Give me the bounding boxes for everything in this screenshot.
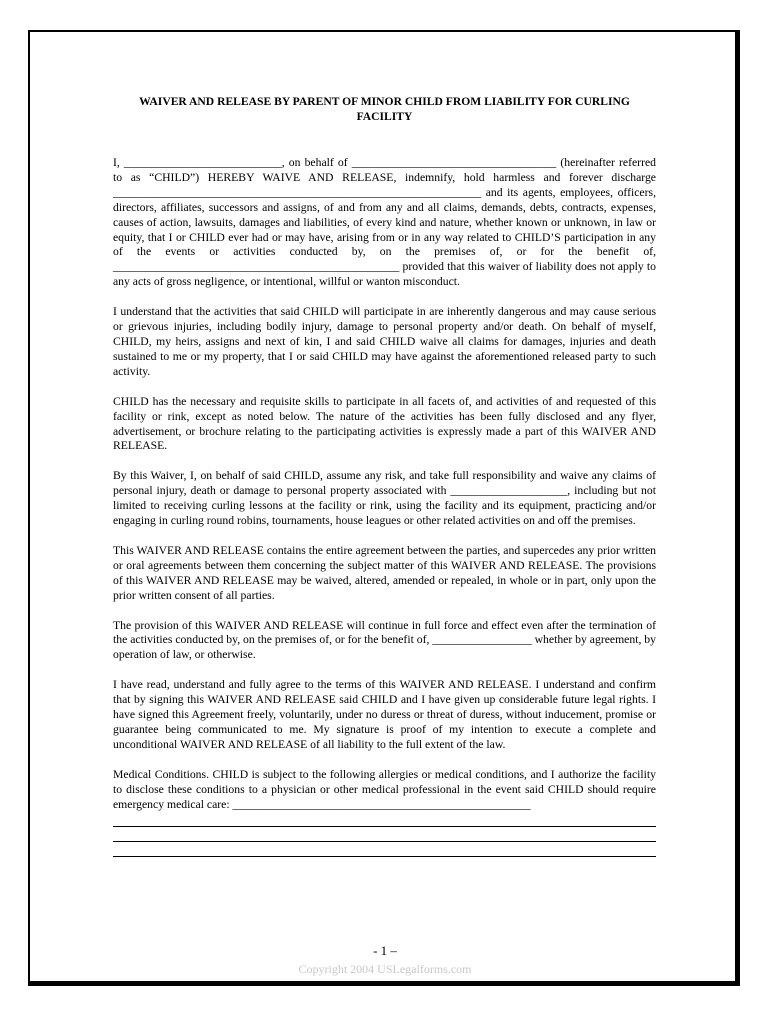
copyright-notice: Copyright 2004 USLegalforms.com	[298, 962, 472, 976]
paragraph-entire-agreement: This WAIVER AND RELEASE contains the entire agreement between the parties, and supercedes any prior written or oral agreements between them concerning the subject matter of this WAIVER AND RELEASE. The provisions of this WAIVER AND RELEASE may be waived, altered, amended or repealed, in whole or in part, only upon the prior written consent of all parties.	[113, 543, 656, 602]
document-body	[113, 94, 656, 857]
paragraph-continuation: The provision of this WAIVER AND RELEASE will continue in full force and effect even after the termination of the activities conducted by, on the premises of, or for the benefit of, _________________ whether by agreement, by operation of law, or otherwise.	[113, 618, 656, 662]
paragraph-medical-conditions: Medical Conditions. CHILD is subject to the following allergies or medical conditions, and I authorize the facility to disclose these conditions to a physician or other medical professional in the event said CHILD should require emergency medical care: ___________________________________________________	[113, 767, 656, 811]
page-number: - 1 –	[373, 943, 397, 958]
paragraph-inherent-danger: I understand that the activities that said CHILD will participate in are inherently dangerous and may cause serious or grievous injuries, including bodily injury, damage to personal property and/or death. On behalf of myself, CHILD, my heirs, assigns and next of kin, I and said CHILD waive all claims for damages, injuries and death sustained to me or my property, that I or said CHILD may have against the aforementioned released party to such activity.	[113, 305, 656, 378]
paragraph-waiver-release: I, ___________________________, on behalf of ___________________________________ (hereinafter referred to as “CHILD”) HEREBY WAIVE AND RELEASE, indemnify, hold harmless and forever discharge _______________________________________________________________ and its agents, employees, officers, directors, affiliates, successors and assigns, of and from any and all claims, demands, debts, contracts, expenses, causes of action, lawsuits, damages and liabilities, of every kind and nature, whether known or unknown, in law or equity, that I or CHILD ever had or may have, arising from or in any way related to CHILD’S participation in any of the events or activities conducted by, on the premises of, or for the benefit of, _________________________________________________ provided that this waiver of liability does not apply to any acts of gross negligence, or intentional, willful or wanton misconduct.	[113, 156, 656, 289]
document-title: WAIVER AND RELEASE BY PARENT OF MINOR CHILD FROM LIABILITY FOR CURLING FACILITY	[139, 95, 630, 123]
paragraph-acknowledgement: I have read, understand and fully agree to the terms of this WAIVER AND RELEASE. I understand and confirm that by signing this WAIVER AND RELEASE said CHILD and I have given up considerable future legal rights. I have signed this Agreement freely, voluntarily, under no duress or threat of duress, without inducement, promise or guarantee being communicated to me. My signature is proof of my intention to execute a complete and unconditional WAIVER AND RELEASE of all liability to the full extent of the law.	[113, 678, 656, 751]
blank-line[interactable]	[113, 813, 656, 828]
medical-conditions-blank-lines	[113, 813, 656, 858]
paragraph-assume-risk: By this Waiver, I, on behalf of said CHILD, assume any risk, and take full responsibility and waive any claims of personal injury, death or damage to personal property associated with ____________________, including but not limited to receiving curling lessons at the facility or rink, using the facility and its equipment, practicing and/or engaging in curling round robins, tournaments, house leagues or other related activities on and off the premises.	[113, 469, 656, 528]
paragraph-child-skills: CHILD has the necessary and requisite skills to participate in all facets of, and activities of and requested of this facility or rink, except as noted below. The nature of the activities has been fully disclosed and any flyer, advertisement, or brochure relating to the participating activities is expressly made a part of this WAIVER AND RELEASE.	[113, 394, 656, 453]
blank-line[interactable]	[113, 827, 656, 842]
blank-line[interactable]	[113, 842, 656, 857]
